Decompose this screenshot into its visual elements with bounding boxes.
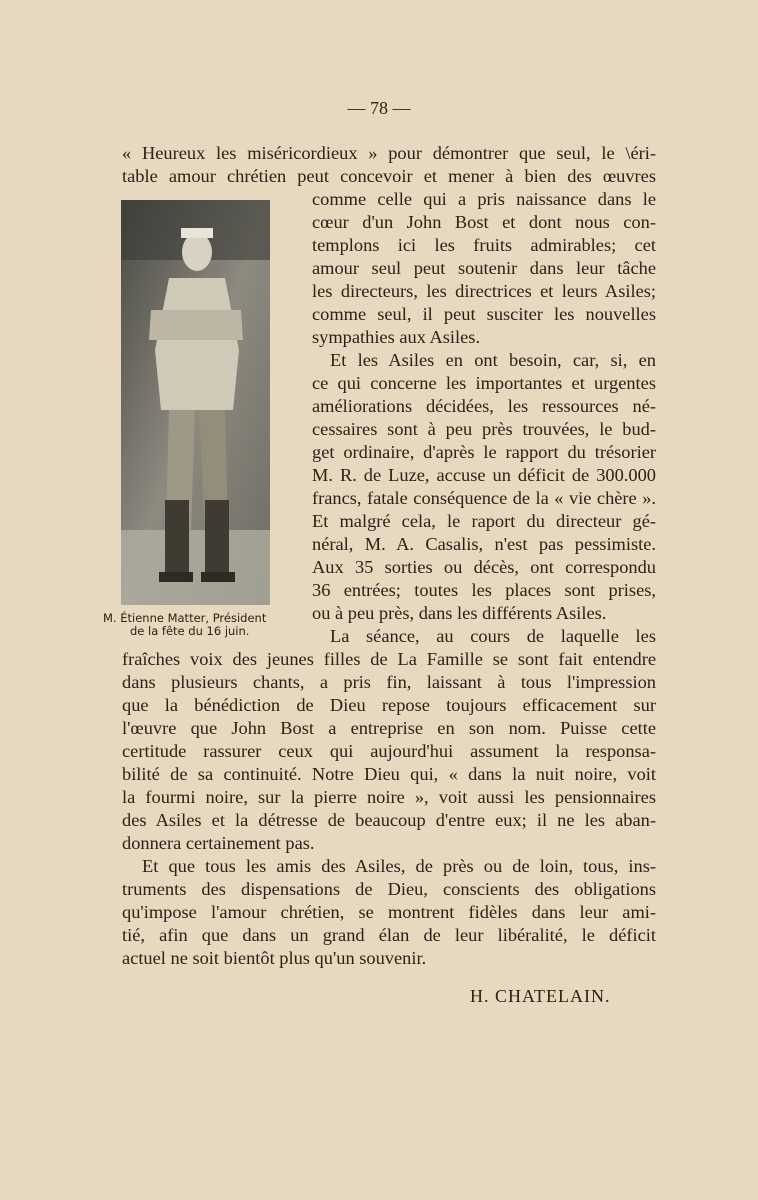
photo-caption-line-1: M. Étienne Matter, Président	[103, 611, 267, 625]
text-line: certitude rassurer ceux qui aujourd'hui assument la responsa-	[122, 741, 656, 761]
portrait-photo	[121, 200, 270, 605]
text-line: néral, M. A. Casalis, n'est pas pessimiste.	[312, 534, 656, 554]
text-line: get ordinaire, d'après le rapport du trésorier	[312, 442, 656, 462]
text-line: améliorations décidées, les ressources né-	[312, 396, 656, 416]
text-line: cœur d'un John Bost et dont nous con-	[312, 212, 656, 232]
text-line: Aux 35 sorties ou décès, ont correspondu	[312, 557, 656, 577]
text-line: que la bénédiction de Dieu repose toujours efficacement sur	[122, 695, 656, 715]
text-line: des Asiles et la détresse de beaucoup d'entre eux; il ne les aban-	[122, 810, 656, 830]
text-line: table amour chrétien peut concevoir et mener à bien des œuvres	[122, 166, 656, 186]
text-line: fraîches voix des jeunes filles de La Famille se sont fait entendre	[122, 649, 656, 669]
text-line: qu'impose l'amour chrétien, se montrent fidèles dans leur ami-	[122, 902, 656, 922]
text-line: dans plusieurs chants, a pris fin, laissant à tous l'impression	[122, 672, 656, 692]
text-line: comme seul, il peut susciter les nouvelles	[312, 304, 656, 324]
text-line: La séance, au cours de laquelle les	[330, 626, 656, 646]
text-line: donnera certainement pas.	[122, 833, 315, 853]
text-line: ce qui concerne les importantes et urgentes	[312, 373, 656, 393]
text-line: 36 entrées; toutes les places sont prises,	[312, 580, 656, 600]
text-line: bilité de sa continuité. Notre Dieu qui, « dans la nuit noire, voit	[122, 764, 656, 784]
text-line: la fourmi noire, sur la pierre noire », voit aussi les pensionnaires	[122, 787, 656, 807]
text-line: les directeurs, les directrices et leurs Asiles;	[312, 281, 656, 301]
text-line: francs, fatale conséquence de la « vie chère ».	[312, 488, 656, 508]
text-line: amour seul peut soutenir dans leur tâche	[312, 258, 656, 278]
text-line: truments des dispensations de Dieu, conscients des obligations	[122, 879, 656, 899]
text-line: cessaires sont à peu près trouvées, le bud-	[312, 419, 656, 439]
text-line: Et que tous les amis des Asiles, de près ou de loin, tous, ins-	[142, 856, 656, 876]
portrait-figure-image	[121, 200, 270, 605]
text-line: actuel ne soit bientôt plus qu'un souvenir.	[122, 948, 427, 968]
text-line: Et les Asiles en ont besoin, car, si, en	[330, 350, 656, 370]
text-line: l'œuvre que John Bost a entreprise en son nom. Puisse cette	[122, 718, 656, 738]
text-line: comme celle qui a pris naissance dans le	[312, 189, 656, 209]
text-line: ou à peu près, dans les différents Asiles.	[312, 603, 607, 623]
text-line: sympathies aux Asiles.	[312, 327, 481, 347]
text-line: templons ici les fruits admirables; cet	[312, 235, 656, 255]
photo-caption-line-2: de la fête du 16 juin.	[130, 624, 250, 638]
text-line: « Heureux les miséricordieux » pour démontrer que seul, le \éri-	[122, 143, 656, 163]
page-number: — 78 —	[347, 98, 411, 118]
text-line: tié, afin que dans un grand élan de leur libéralité, le déficit	[122, 925, 656, 945]
text-line: Et malgré cela, le raport du directeur gé-	[312, 511, 656, 531]
text-line: M. R. de Luze, accuse un déficit de 300.000	[312, 465, 656, 485]
author-signature: H. CHATELAIN.	[470, 986, 611, 1006]
